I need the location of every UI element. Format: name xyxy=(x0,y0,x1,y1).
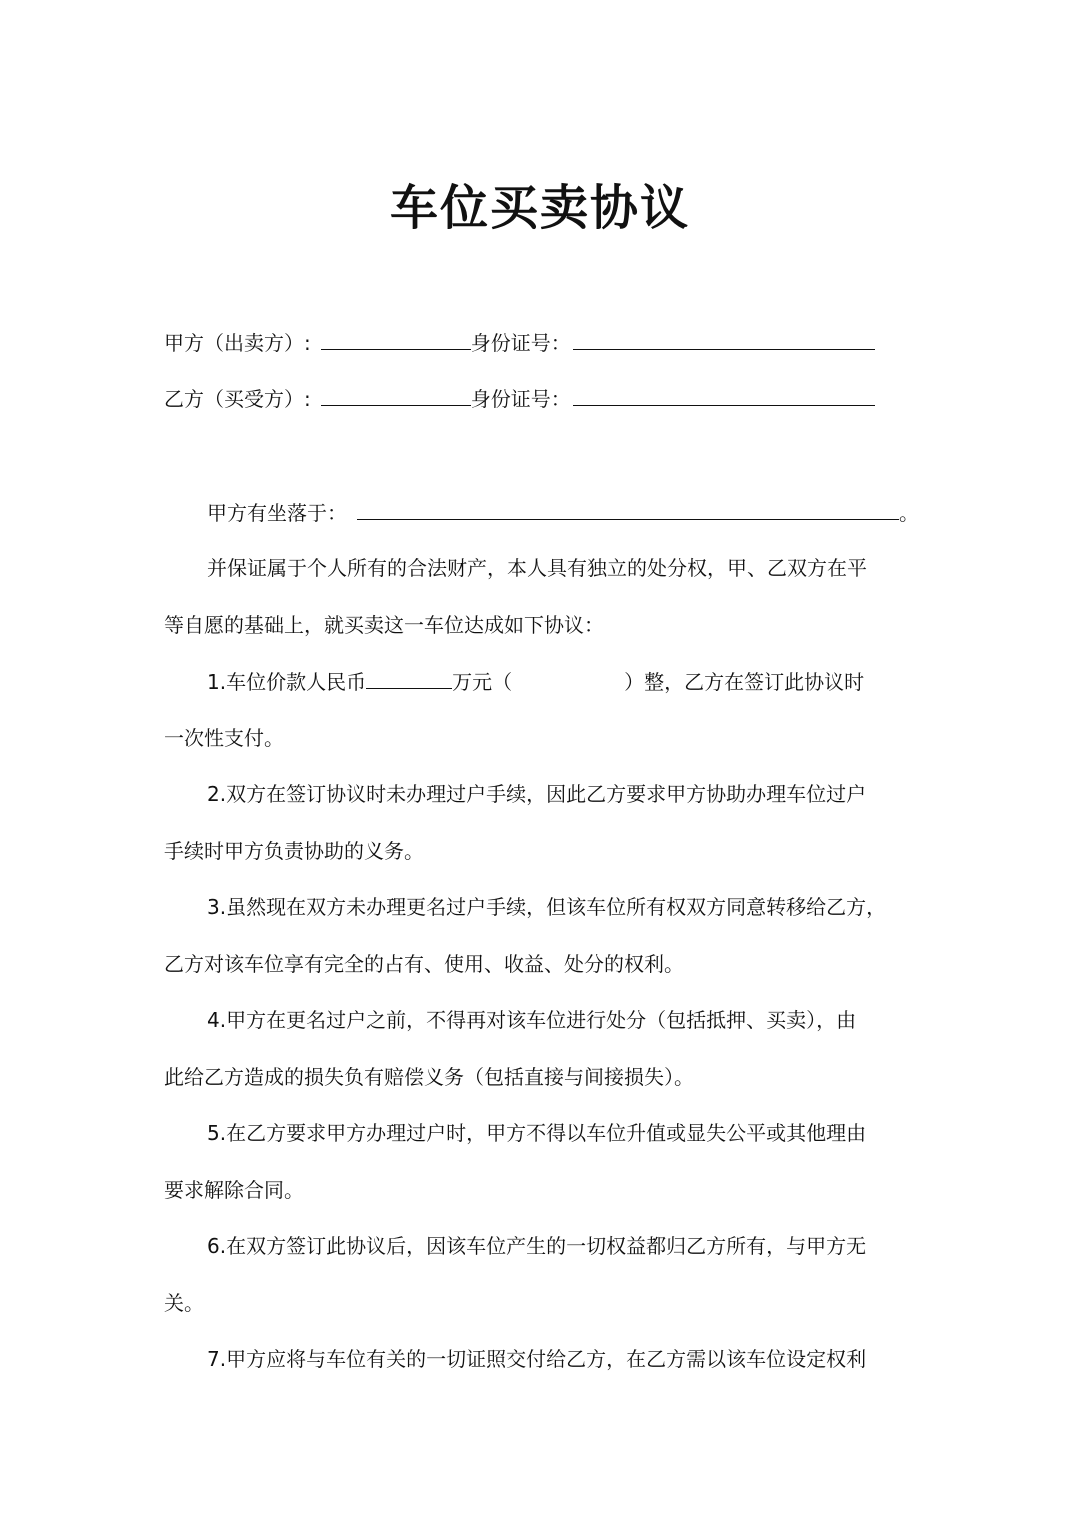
party-a-name-blank[interactable] xyxy=(321,327,471,350)
party-b-id-blank[interactable] xyxy=(573,383,875,406)
location-label: 甲方有坐落于： xyxy=(207,501,347,525)
clause-1-part-2: 万元（ xyxy=(452,670,513,694)
clause-2-line-2: 手续时甲方负责协助的义务。 xyxy=(164,839,424,863)
location-blank[interactable] xyxy=(357,497,899,520)
party-b-name-blank[interactable] xyxy=(321,383,471,406)
party-b-id-label: 身份证号： xyxy=(470,387,571,411)
party-b-label: 乙方（买受方）: xyxy=(164,387,311,411)
price-number-blank[interactable] xyxy=(366,666,452,689)
location-line xyxy=(207,497,919,528)
clause-3-line-1: 3.虽然现在双方未办理更名过户手续，但该车位所有权双方同意转移给乙方， xyxy=(207,895,887,919)
intro-line-2: 等自愿的基础上，就买卖这一车位达成如下协议： xyxy=(164,613,604,637)
document-title: 车位买卖协议 xyxy=(389,180,690,236)
clause-6-line-2: 关。 xyxy=(164,1291,204,1315)
party-a-line xyxy=(164,327,875,358)
clause-1-line-2: 一次性支付。 xyxy=(164,726,284,750)
clause-1-part-1: 1.车位价款人民币 xyxy=(207,670,367,694)
clause-6-line-1: 6.在双方签订此协议后，因该车位产生的一切权益都归乙方所有，与甲方无 xyxy=(207,1234,867,1258)
clause-3-line-2: 乙方对该车位享有完全的占有、使用、收益、处分的权利。 xyxy=(164,952,684,976)
party-b-line xyxy=(164,383,875,414)
intro-line-1: 并保证属于个人所有的合法财产，本人具有独立的处分权，甲、乙双方在平 xyxy=(207,556,867,580)
party-a-label: 甲方（出卖方）: xyxy=(164,331,311,355)
clause-2-line-1: 2.双方在签订协议时未办理过户手续，因此乙方要求甲方协助办理车位过户 xyxy=(207,782,867,806)
party-a-id-label: 身份证号： xyxy=(470,331,571,355)
clause-1-part-3: ）整，乙方在签订此协议时 xyxy=(624,670,865,694)
clause-4-line-1: 4.甲方在更名过户之前，不得再对该车位进行处分（包括抵押、买卖），由 xyxy=(207,1008,857,1032)
party-a-id-blank[interactable] xyxy=(573,327,875,350)
clause-5-line-2: 要求解除合同。 xyxy=(164,1178,304,1202)
clause-5-line-1: 5.在乙方要求甲方办理过户时，甲方不得以车位升值或显失公平或其他理由 xyxy=(207,1121,867,1145)
location-end: 。 xyxy=(899,501,919,525)
clause-7-line-1: 7.甲方应将与车位有关的一切证照交付给乙方，在乙方需以该车位设定权利 xyxy=(207,1347,867,1371)
clause-1-line-1 xyxy=(207,666,864,697)
clause-4-line-2: 此给乙方造成的损失负有赔偿义务（包括直接与间接损失）。 xyxy=(164,1065,694,1089)
